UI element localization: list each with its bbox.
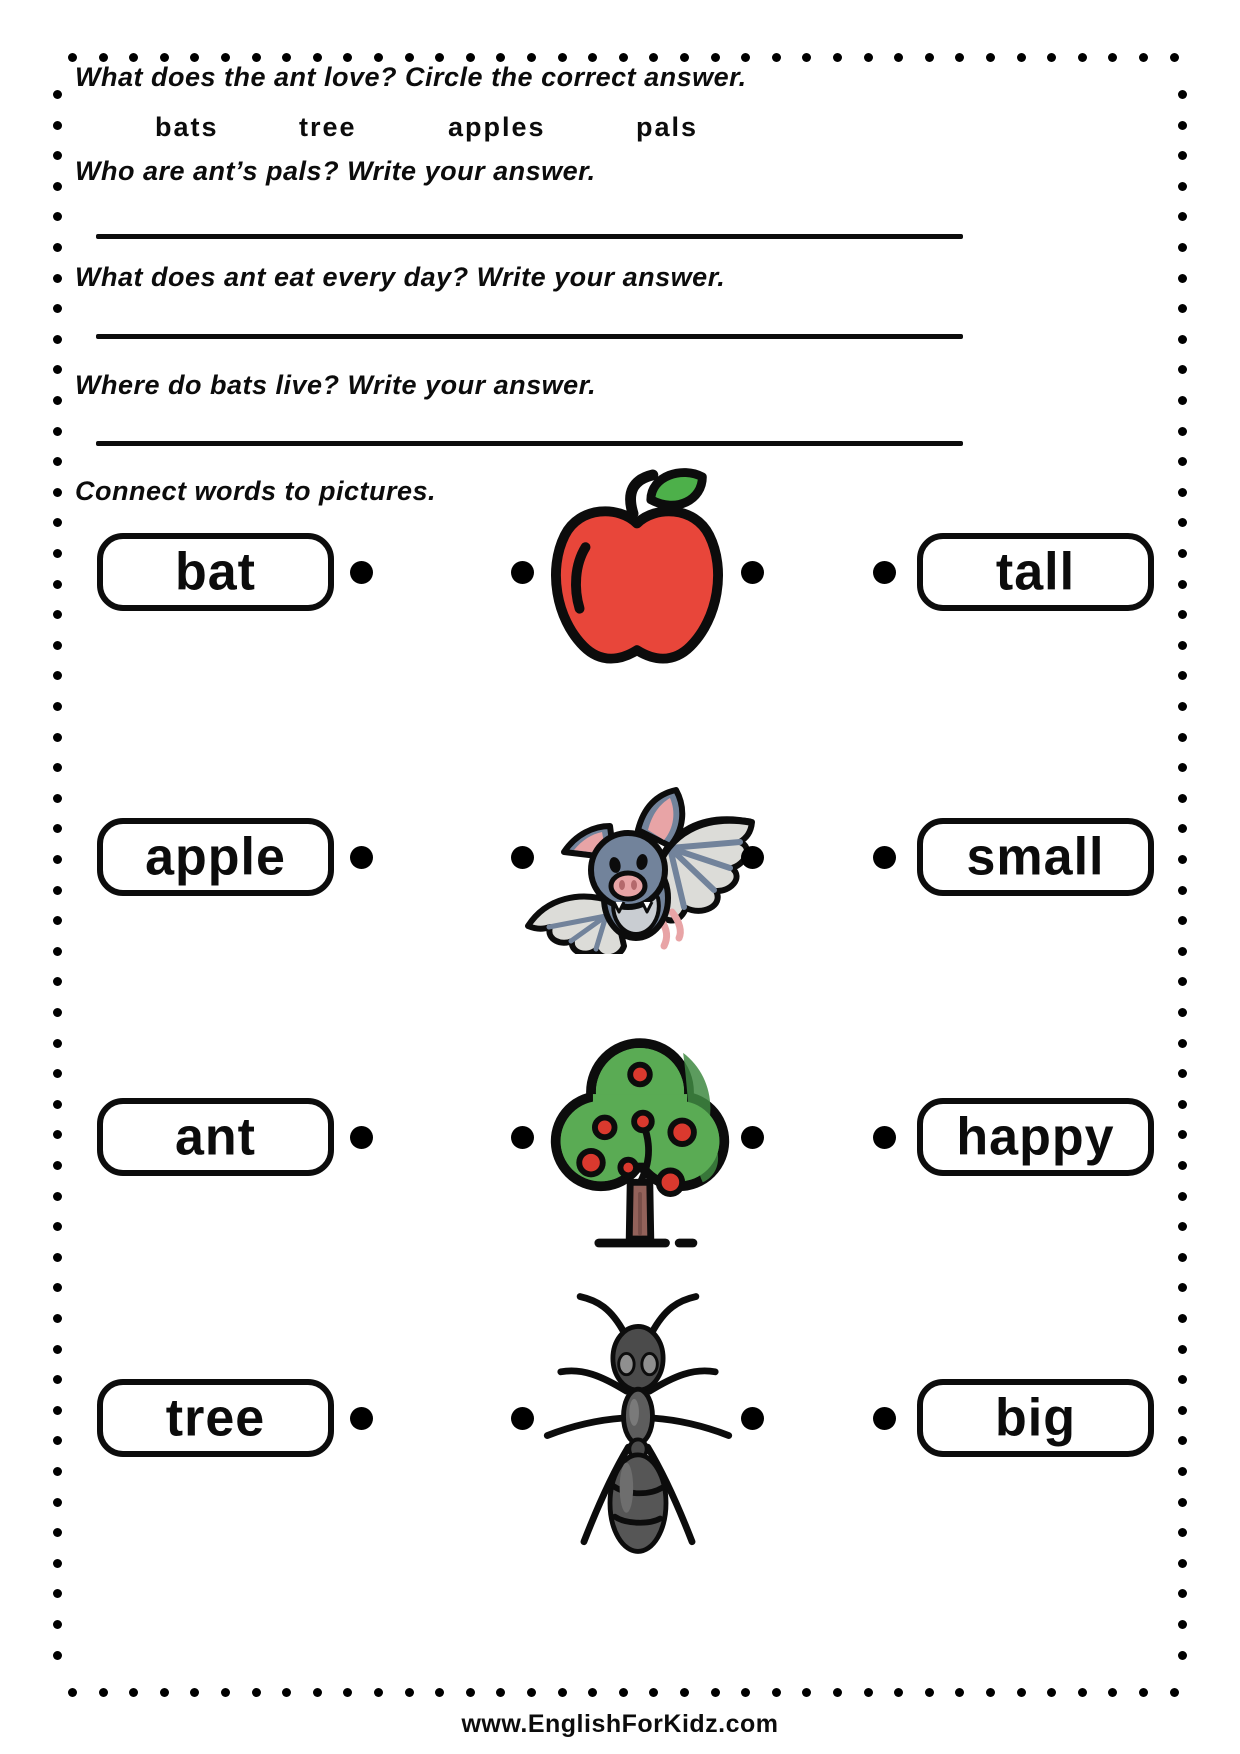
word-label: apple (145, 827, 286, 887)
question-3: What does ant eat every day? Write your answer. (75, 262, 726, 292)
border-dot (1170, 53, 1179, 62)
border-dot (894, 1688, 903, 1697)
border-dot (53, 763, 62, 772)
border-dot (53, 733, 62, 742)
border-dot (53, 1528, 62, 1537)
word-label: happy (956, 1107, 1115, 1167)
connect-dot[interactable] (350, 1126, 373, 1149)
word-label: tree (165, 1388, 266, 1448)
connect-dot[interactable] (350, 561, 373, 584)
border-dot (53, 182, 62, 191)
border-dot (1178, 396, 1187, 405)
border-dot (53, 1498, 62, 1507)
border-dot (619, 53, 628, 62)
border-dot (1178, 916, 1187, 925)
word-box-happy[interactable] (917, 1098, 1154, 1176)
border-dot (1139, 53, 1148, 62)
border-dot (53, 518, 62, 527)
border-dot (496, 1688, 505, 1697)
border-dot (435, 53, 444, 62)
border-dot (1178, 1436, 1187, 1445)
connect-dot[interactable] (350, 1407, 373, 1430)
site-url: www.EnglishForKidz.com (461, 1710, 779, 1738)
border-dot (1178, 121, 1187, 130)
connect-dot[interactable] (741, 846, 764, 869)
border-dot (1178, 763, 1187, 772)
border-dot (1178, 365, 1187, 374)
border-dot (1178, 1253, 1187, 1262)
border-dot (1047, 53, 1056, 62)
circle-option-apples[interactable]: apples (448, 112, 546, 142)
border-dot (894, 53, 903, 62)
border-dot (252, 53, 261, 62)
border-dot (466, 1688, 475, 1697)
border-dot (53, 1283, 62, 1292)
border-dot (1178, 1222, 1187, 1231)
border-dot (466, 53, 475, 62)
border-dot (680, 1688, 689, 1697)
border-dot (1178, 304, 1187, 313)
border-dot (53, 274, 62, 283)
border-dot (1078, 53, 1087, 62)
border-dot (313, 1688, 322, 1697)
border-dot (53, 1192, 62, 1201)
border-dot (53, 304, 62, 313)
border-dot (1178, 1375, 1187, 1384)
border-dot (1178, 1283, 1187, 1292)
border-dot (53, 671, 62, 680)
border-dot (1178, 947, 1187, 956)
border-dot (405, 53, 414, 62)
border-dot (1078, 1688, 1087, 1697)
border-dot (53, 580, 62, 589)
border-dot (955, 1688, 964, 1697)
border-dot (1178, 151, 1187, 160)
word-box-apple[interactable] (97, 818, 334, 896)
border-dot (53, 824, 62, 833)
border-dot (53, 121, 62, 130)
border-dot (1178, 855, 1187, 864)
border-dot (53, 1314, 62, 1323)
border-dot (711, 1688, 720, 1697)
border-dot (1178, 1008, 1187, 1017)
border-dot (53, 1467, 62, 1476)
question-4: Where do bats live? Write your answer. (75, 370, 597, 400)
border-dot (221, 1688, 230, 1697)
border-dot (53, 1620, 62, 1629)
border-dot (1178, 1620, 1187, 1629)
word-box-small[interactable] (917, 818, 1154, 896)
border-dot (53, 1559, 62, 1568)
border-dot (53, 855, 62, 864)
border-dot (955, 53, 964, 62)
border-dot (1178, 1100, 1187, 1109)
border-dot (99, 1688, 108, 1697)
border-dot (1178, 794, 1187, 803)
border-dot (1178, 457, 1187, 466)
border-dot (53, 488, 62, 497)
border-dot (1178, 212, 1187, 221)
border-dot (925, 1688, 934, 1697)
border-dot (282, 53, 291, 62)
border-dot (1178, 427, 1187, 436)
border-dot (1178, 549, 1187, 558)
border-dot (925, 53, 934, 62)
border-dot (1017, 1688, 1026, 1697)
border-dot (1178, 671, 1187, 680)
connect-dot[interactable] (511, 561, 534, 584)
border-dot (1178, 243, 1187, 252)
border-dot (558, 53, 567, 62)
border-dot (313, 53, 322, 62)
border-dot (53, 977, 62, 986)
border-dot (1178, 90, 1187, 99)
border-dot (588, 53, 597, 62)
border-dot (1178, 1467, 1187, 1476)
border-dot (53, 947, 62, 956)
border-dot (558, 1688, 567, 1697)
border-dot (619, 1688, 628, 1697)
border-dot (53, 1436, 62, 1445)
border-dot (53, 1345, 62, 1354)
bat-image (518, 786, 758, 954)
circle-option-tree[interactable]: tree (299, 112, 357, 142)
connect-instruction: Connect words to pictures. (75, 476, 437, 506)
border-dot (1017, 53, 1026, 62)
word-box-big[interactable] (917, 1379, 1154, 1457)
word-label: tall (995, 542, 1076, 602)
border-dot (1178, 702, 1187, 711)
ant-image (512, 1283, 764, 1563)
connect-dot[interactable] (511, 1126, 534, 1149)
border-dot (1178, 610, 1187, 619)
border-dot (53, 641, 62, 650)
border-dot (252, 1688, 261, 1697)
border-dot (53, 1651, 62, 1660)
border-dot (53, 886, 62, 895)
border-dot (588, 1688, 597, 1697)
border-dot (772, 1688, 781, 1697)
word-box-tall[interactable] (917, 533, 1154, 611)
border-dot (741, 53, 750, 62)
border-dot (802, 53, 811, 62)
border-dot (1178, 1192, 1187, 1201)
border-dot (864, 1688, 873, 1697)
border-dot (221, 53, 230, 62)
border-dot (1178, 824, 1187, 833)
border-dot (833, 53, 842, 62)
connect-dot[interactable] (873, 1126, 896, 1149)
border-dot (833, 1688, 842, 1697)
border-dot (1178, 1528, 1187, 1537)
border-dot (374, 1688, 383, 1697)
border-dot (53, 794, 62, 803)
border-dot (1178, 518, 1187, 527)
border-dot (1170, 1688, 1179, 1697)
word-label: small (966, 827, 1105, 887)
border-dot (343, 1688, 352, 1697)
border-dot (53, 396, 62, 405)
border-dot (53, 702, 62, 711)
border-dot (190, 1688, 199, 1697)
border-dot (53, 243, 62, 252)
border-dot (772, 53, 781, 62)
connect-dot[interactable] (873, 846, 896, 869)
border-dot (99, 53, 108, 62)
border-dot (343, 53, 352, 62)
border-dot (1178, 1039, 1187, 1048)
circle-option-pals[interactable]: pals (636, 112, 699, 142)
connect-dot[interactable] (741, 561, 764, 584)
border-dot (680, 53, 689, 62)
border-dot (68, 1688, 77, 1697)
border-dot (1178, 886, 1187, 895)
border-dot (802, 1688, 811, 1697)
border-dot (1178, 977, 1187, 986)
border-dot (374, 53, 383, 62)
border-dot (129, 53, 138, 62)
border-dot (1178, 1498, 1187, 1507)
connect-dot[interactable] (873, 1407, 896, 1430)
border-dot (435, 1688, 444, 1697)
border-dot (1178, 1651, 1187, 1660)
word-box-tree[interactable] (97, 1379, 334, 1457)
connect-dot[interactable] (741, 1407, 764, 1430)
border-dot (1178, 1589, 1187, 1598)
border-dot (649, 1688, 658, 1697)
border-dot (1178, 274, 1187, 283)
border-dot (282, 1688, 291, 1697)
border-dot (190, 53, 199, 62)
border-dot (53, 1589, 62, 1598)
border-dot (1178, 1130, 1187, 1139)
question-1: What does the ant love? Circle the correct answer. (75, 62, 747, 92)
border-dot (53, 1039, 62, 1048)
border-dot (53, 1406, 62, 1415)
border-dot (986, 53, 995, 62)
connect-dot[interactable] (873, 561, 896, 584)
word-label: ant (175, 1107, 256, 1167)
border-dot (53, 1253, 62, 1262)
border-dot (53, 365, 62, 374)
border-dot (1178, 1069, 1187, 1078)
border-dot (53, 151, 62, 160)
border-dot (53, 427, 62, 436)
border-dot (53, 1222, 62, 1231)
connect-dot[interactable] (350, 846, 373, 869)
border-dot (1047, 1688, 1056, 1697)
word-label: big (995, 1388, 1076, 1448)
border-dot (1178, 733, 1187, 742)
border-dot (53, 1375, 62, 1384)
border-dot (1178, 335, 1187, 344)
answer-line-2[interactable] (96, 334, 963, 339)
border-dot (741, 1688, 750, 1697)
border-dot (53, 610, 62, 619)
border-dot (53, 549, 62, 558)
border-dot (160, 53, 169, 62)
border-dot (129, 1688, 138, 1697)
border-dot (53, 916, 62, 925)
border-dot (53, 1069, 62, 1078)
border-dot (1178, 1314, 1187, 1323)
border-dot (53, 1008, 62, 1017)
border-dot (1178, 1345, 1187, 1354)
border-dot (405, 1688, 414, 1697)
border-dot (986, 1688, 995, 1697)
border-dot (1139, 1688, 1148, 1697)
border-dot (53, 1130, 62, 1139)
border-dot (1178, 1161, 1187, 1170)
apple-image (538, 468, 736, 672)
border-dot (68, 53, 77, 62)
border-dot (53, 90, 62, 99)
border-dot (649, 53, 658, 62)
border-dot (1178, 182, 1187, 191)
border-dot (1108, 1688, 1117, 1697)
border-dot (1108, 53, 1117, 62)
tree-image (542, 1037, 738, 1255)
border-dot (527, 53, 536, 62)
border-dot (864, 53, 873, 62)
word-label: bat (175, 542, 256, 602)
word-box-ant[interactable] (97, 1098, 334, 1176)
border-dot (1178, 1559, 1187, 1568)
border-dot (1178, 580, 1187, 589)
answer-line-3[interactable] (96, 441, 963, 446)
border-dot (1178, 1406, 1187, 1415)
answer-line-1[interactable] (96, 234, 963, 239)
border-dot (496, 53, 505, 62)
border-dot (53, 335, 62, 344)
border-dot (160, 1688, 169, 1697)
word-box-bat[interactable] (97, 533, 334, 611)
border-dot (1178, 488, 1187, 497)
question-2: Who are ant’s pals? Write your answer. (75, 156, 596, 186)
border-dot (527, 1688, 536, 1697)
border-dot (53, 212, 62, 221)
border-dot (53, 1100, 62, 1109)
border-dot (711, 53, 720, 62)
border-dot (53, 457, 62, 466)
circle-option-bats[interactable]: bats (155, 112, 219, 142)
border-dot (53, 1161, 62, 1170)
border-dot (1178, 641, 1187, 650)
connect-dot[interactable] (741, 1126, 764, 1149)
